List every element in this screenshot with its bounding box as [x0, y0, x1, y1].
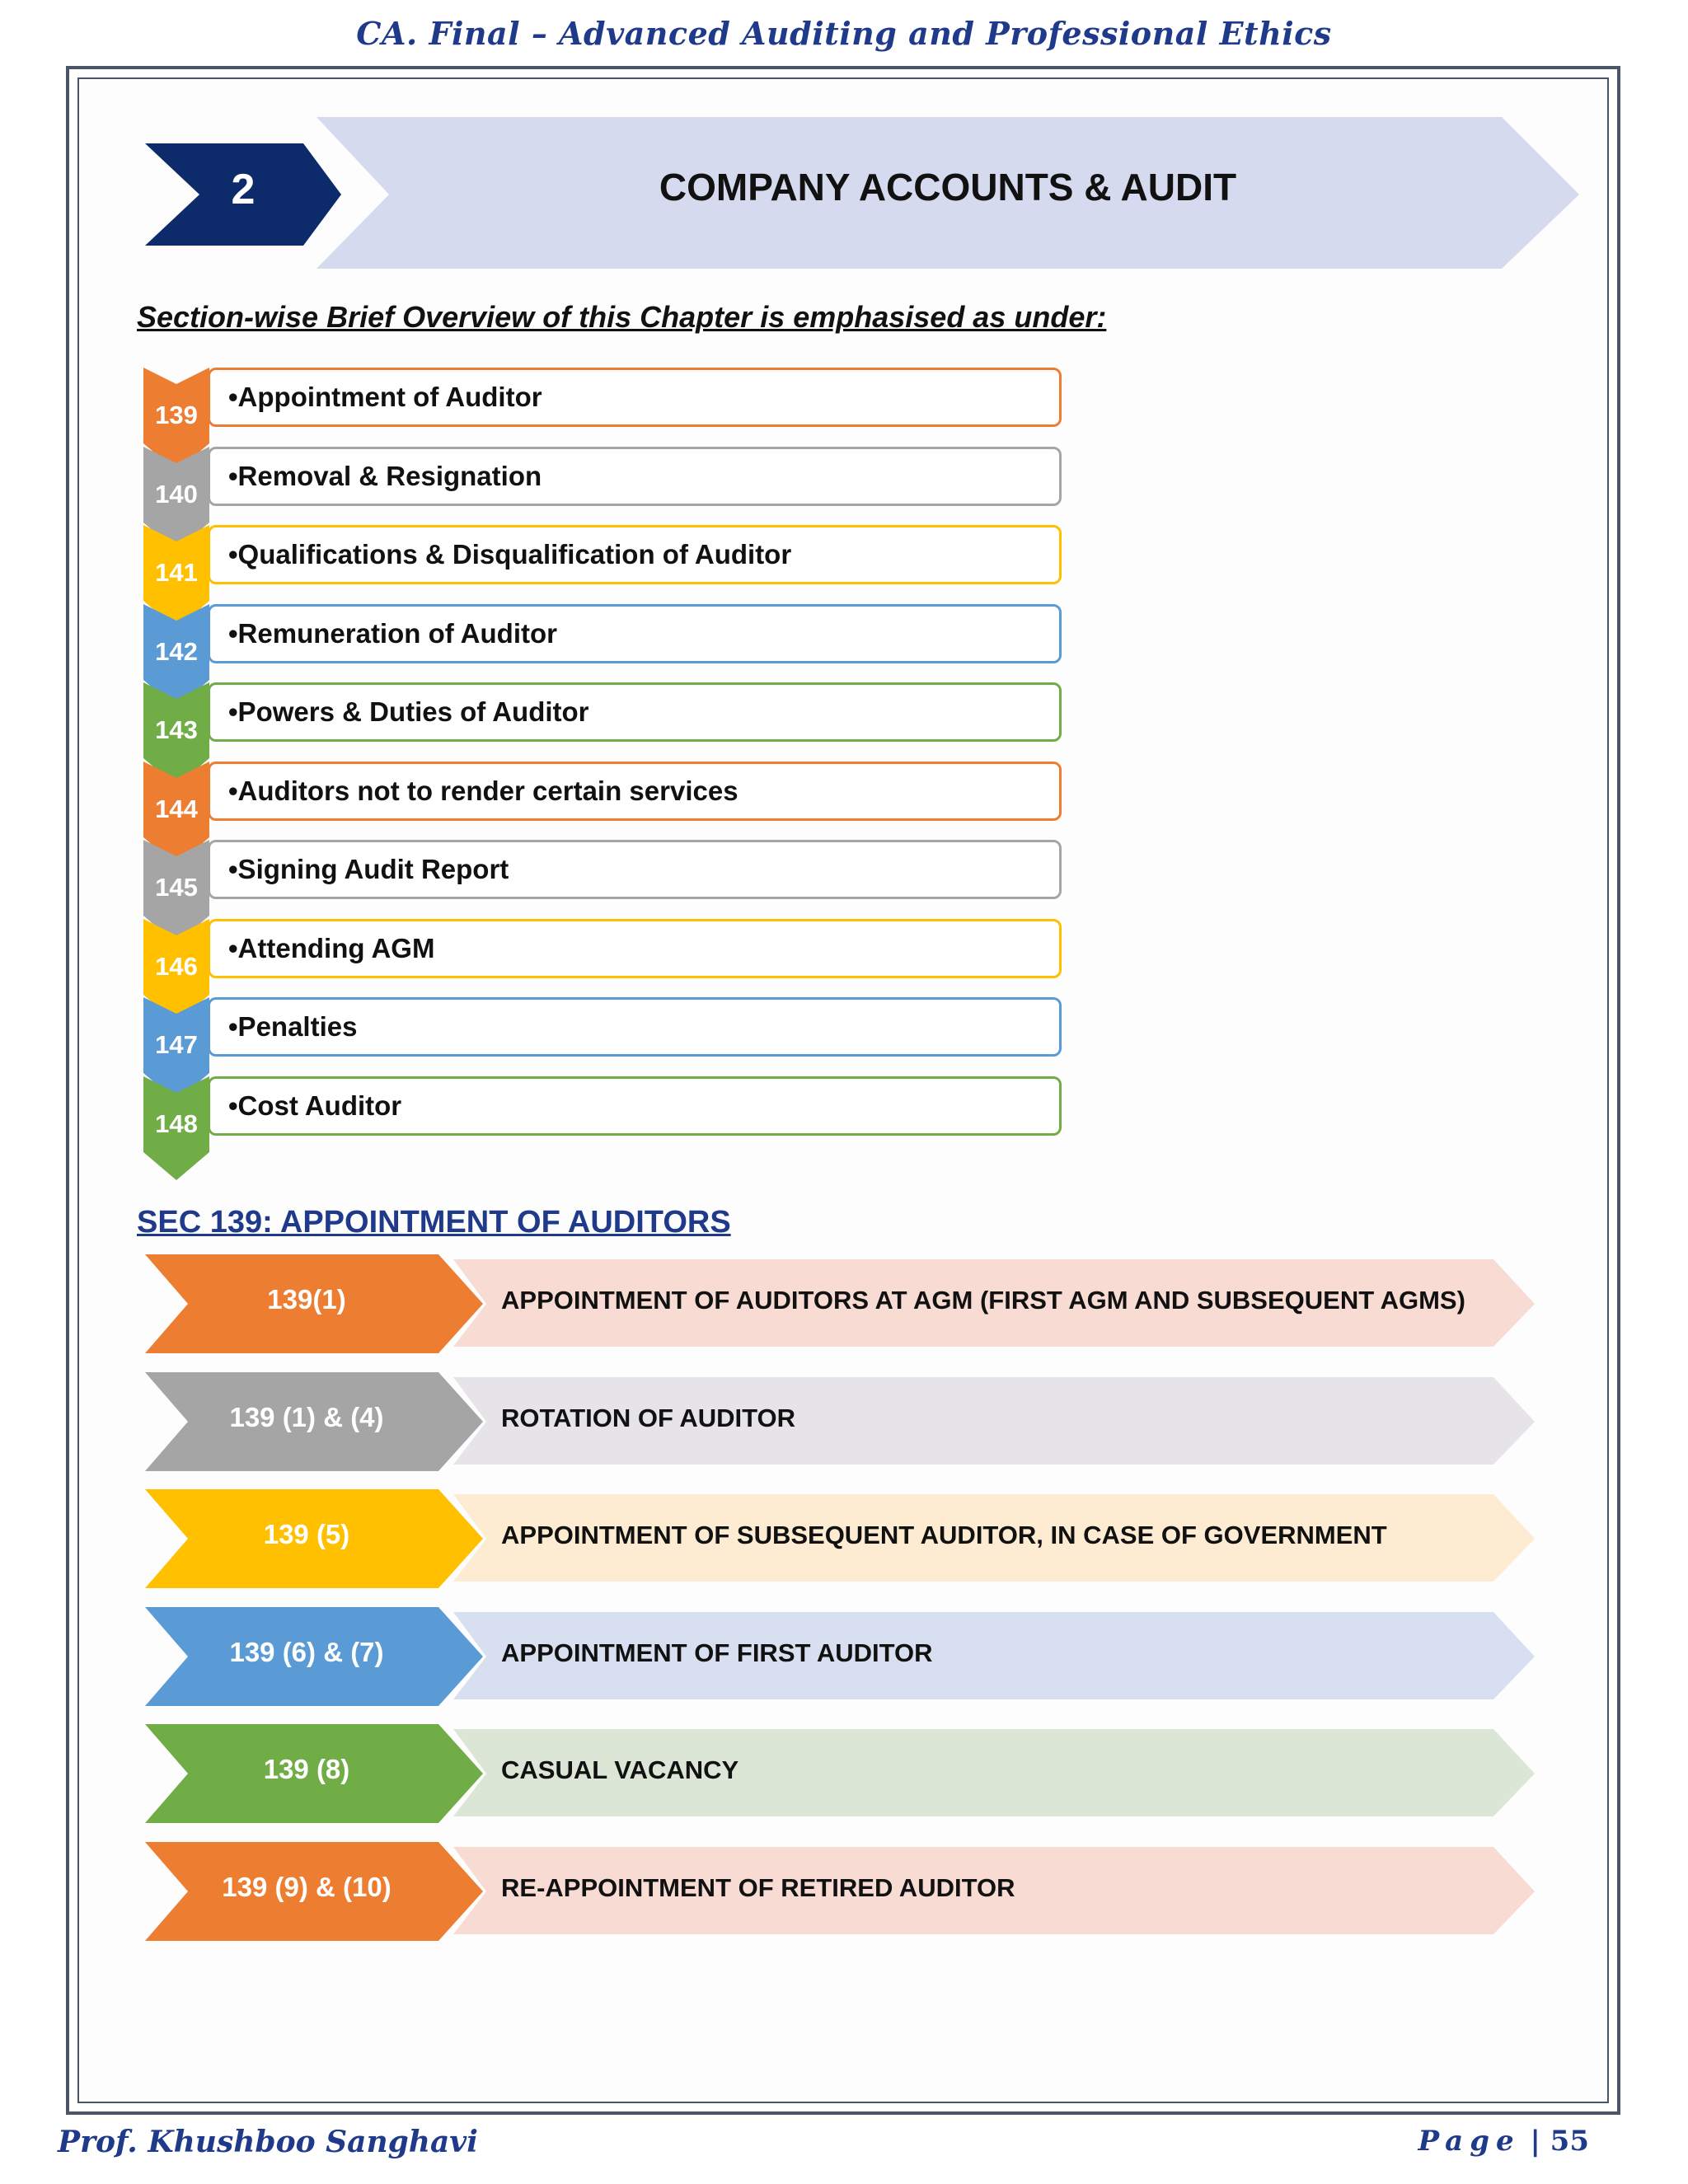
section-label: •Powers & Duties of Auditor [228, 696, 589, 727]
subsection-row [142, 1371, 1543, 1473]
section-label-box [208, 1076, 1062, 1136]
section-label: •Removal & Resignation [228, 460, 542, 491]
section-label: •Qualifications & Disqualification of Auditor [228, 539, 792, 569]
section-label: •Cost Auditor [228, 1090, 402, 1121]
footer-page-word: Page [1418, 2125, 1521, 2158]
section-number: 146 [155, 951, 198, 981]
subsection-description: APPOINTMENT OF FIRST AUDITOR [501, 1638, 933, 1667]
section-label: •Attending AGM [228, 932, 435, 963]
section-row [142, 525, 1065, 604]
section-number: 144 [155, 794, 198, 823]
section-label-box [208, 997, 1062, 1057]
subsection-description: APPOINTMENT OF SUBSEQUENT AUDITOR, IN CASE OF GOVERNMENT [501, 1521, 1387, 1549]
subsection-row [142, 1253, 1543, 1355]
sec-139-heading: SEC 139: APPOINTMENT OF AUDITORS [137, 1205, 731, 1240]
section-row [142, 762, 1065, 841]
section-number: 145 [155, 873, 198, 902]
section-label: •Appointment of Auditor [228, 382, 542, 412]
section-label-box [208, 368, 1062, 427]
subsection-code: 139 (9) & (10) [222, 1871, 392, 1902]
section-number: 147 [155, 1030, 198, 1059]
section-row [142, 447, 1065, 526]
section-row [142, 1076, 1065, 1155]
chapter-title: COMPANY ACCOUNTS & AUDIT [659, 166, 1237, 209]
footer-page-number: 55 [1550, 2125, 1589, 2158]
document-header-title: CA. Final – Advanced Auditing and Professional Ethics [356, 15, 1332, 52]
section-label-box [208, 447, 1062, 506]
section-number: 139 [155, 401, 198, 429]
section-label-box [208, 682, 1062, 742]
section-row [142, 840, 1065, 919]
section-row [142, 919, 1065, 998]
section-label-box [208, 919, 1062, 978]
subsection-description: ROTATION OF AUDITOR [501, 1403, 796, 1432]
section-number: 141 [155, 558, 198, 587]
subsection-code: 139 (6) & (7) [229, 1636, 384, 1667]
subsection-code: 139 (8) [263, 1754, 350, 1784]
section-label: •Signing Audit Report [228, 854, 509, 884]
footer-page-info [1418, 2125, 1589, 2158]
subsection-description: CASUAL VACANCY [501, 1755, 739, 1784]
chapter-number: 2 [231, 166, 256, 213]
footer-page-separator: | [1530, 2125, 1540, 2158]
section-label-box [208, 525, 1062, 584]
section-label: •Remuneration of Auditor [228, 617, 557, 649]
section-number: 148 [155, 1108, 198, 1138]
section-label: •Penalties [228, 1011, 358, 1042]
section-number: 140 [155, 479, 198, 509]
overview-heading: Section-wise Brief Overview of this Chapter is emphasised as under: [137, 300, 1107, 334]
subsection-row [142, 1840, 1543, 1943]
footer-author: Prof. Khushboo Sanghavi [58, 2125, 478, 2159]
section-row [142, 604, 1065, 683]
subsection-row [142, 1605, 1543, 1708]
subsection-row [142, 1488, 1543, 1590]
section-number: 142 [155, 636, 198, 666]
section-label-box [208, 840, 1062, 899]
subsection-code: 139 (5) [263, 1519, 350, 1549]
subsection-description: APPOINTMENT OF AUDITORS AT AGM (FIRST AGM AND SUBSEQUENT AGMS) [501, 1286, 1465, 1315]
subsection-description: RE-APPOINTMENT OF RETIRED AUDITOR [501, 1872, 1015, 1902]
subsection-code: 139(1) [267, 1284, 346, 1315]
section-label-box [208, 762, 1062, 821]
section-label-box [208, 604, 1062, 663]
section-row [142, 368, 1065, 447]
section-number: 143 [155, 715, 198, 744]
section-row [142, 682, 1065, 762]
section-row [142, 997, 1065, 1076]
section-label: •Auditors not to render certain services [228, 775, 738, 806]
subsection-row [142, 1722, 1543, 1825]
subsection-code: 139 (1) & (4) [229, 1401, 384, 1432]
